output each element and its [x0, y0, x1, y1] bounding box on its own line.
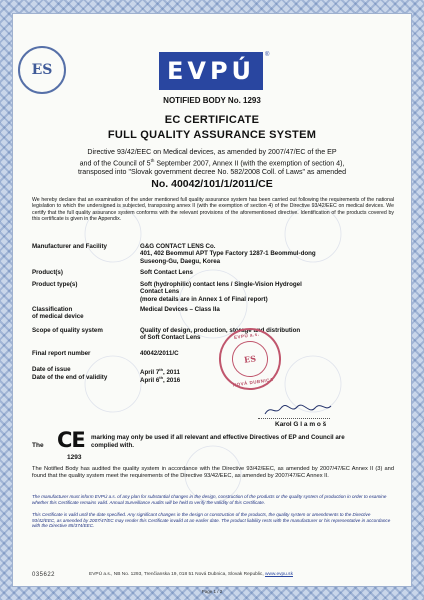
ce-marking-text: marking may only be used if all relevant and effective Directives of EP and Council are complied with.: [91, 434, 345, 449]
certificate-number: No. 40042/101/1/2011/CE: [151, 178, 273, 190]
validity-post: , 2016: [163, 377, 181, 385]
directive-line-2: [31, 157, 393, 168]
classification-value: Medical Devices – Class IIa: [140, 306, 220, 313]
product-type-line-2: Contact Lens: [140, 288, 180, 296]
signature-line: [258, 418, 330, 419]
manufacturer-name: G&G CONTACT LENS Co.: [140, 243, 216, 250]
validity-sup: th: [159, 375, 164, 380]
notified-body-number: NOTIFIED BODY No. 1293: [163, 96, 261, 105]
date-of-issue-label: Date of issue: [32, 366, 71, 373]
ce-the: The: [32, 442, 44, 449]
scope-line-2: of Soft Contact Lens: [140, 334, 201, 342]
manufacturer-notice: The manufacturer must inform EVPÚ a.s. of any plan for substantial changes in the design, construction of the products or the quality system of production in order to examine whether this Certificate remains valid. Annual Surveillance Audits will be held to verify the validity of this Certificate.: [32, 494, 387, 505]
ce-number: 1293: [67, 454, 82, 461]
classification-label-line-1: Classification: [32, 306, 73, 313]
validity-notice: This Certificate is valid until the date specified. Any significant changes in the design or construction of the products, the quality system or amendments to the Directive 93/42/EEC, as amended by 2007/47/EC may render this Certificate invalid at an earlier date. The product liability rests with the manufacturer or his representative in accordance with the Directive 85/374/EEC.: [32, 512, 391, 528]
final-report-value: 40042/2011/C: [140, 350, 179, 357]
validity-pre: April 6: [140, 377, 160, 385]
page-number: Page 1 / 2: [201, 589, 223, 594]
manufacturer-value: [140, 243, 360, 265]
directive-line-2-post: September 2007, Annex II (with the exemption of section 4),: [154, 159, 345, 168]
seal-letters: ES: [31, 62, 53, 78]
directive-line-2-pre: and of the Council of 5: [79, 159, 151, 168]
classification-label-line-2: of medical device: [32, 313, 84, 321]
manufacturer-address-1: 401, 402 Beommul APT Type Factory 1287-1 Beommul-dong: [140, 250, 316, 258]
product-label: Product(s): [32, 269, 63, 276]
classification-label: [32, 306, 152, 321]
scope-line-1: Quality of design, production, storage and distribution: [140, 327, 301, 334]
issue-sup: th: [159, 367, 164, 372]
product-type-label: Product type(s): [32, 281, 78, 288]
directive-line-1: Directive 93/42/EEC on Medical devices, as amended by 2007/47/EC of the EP: [87, 148, 337, 156]
notified-body-audit-text: The Notified Body has audited the quality system in accordance with the Directive 93/42/EEC, as amended by 2007/47/EC Annex II (3) and found that the quality system meet the requirements of the Directive 93/42/EEC, as amended by 2007/47/EC Annex II.: [32, 466, 394, 479]
directive-line-2-sup: th: [150, 157, 155, 163]
product-value: Soft Contact Lens: [140, 269, 193, 276]
logo-text: EVPÚ: [166, 57, 256, 85]
certificate-paper: [13, 14, 411, 594]
handwritten-signature: [263, 402, 333, 418]
evpu-logo: [159, 52, 263, 90]
signatory-name: Karol G l a m o š: [275, 421, 327, 428]
validity-end-label: Date of the end of validity: [32, 374, 108, 381]
serial-number: 035622: [32, 572, 56, 578]
manufacturer-label: Manufacturer and Facility: [32, 243, 107, 250]
ce-mark: CE: [57, 428, 85, 452]
footer-address: [89, 572, 293, 577]
product-type-line-1: Soft (hydrophilic) contact lens / Single-Vision Hydrogel: [140, 281, 302, 288]
stamp-center-text: ES: [243, 353, 257, 365]
footer-address-text: EVPÚ a.s., NB No. 1293, Trenčianska 19, 018 51 Nová Dubnica, Slovak Republic,: [89, 572, 265, 577]
manufacturer-address-2: Suseong-Gu, Daegu, Korea: [140, 257, 221, 265]
declaration-paragraph: We hereby declare that an examination of the under mentioned full quality assurance system has been carried out following the requirements of the national legislation to which the undersigned is subjected, transposing annex II (with the exemption of section 4) of the Directive 93/42/EEC on medical devices. We certify that the full quality assurance system conforms with the relevant provisions of the aforementioned directive. Identification of the products covered by this certificate is given in the Appendix.: [32, 197, 394, 223]
directive-text: [31, 148, 393, 177]
scope-label: Scope of quality system: [32, 327, 103, 334]
footer-url[interactable]: www.evpu.sk: [264, 572, 293, 577]
final-report-label: Final report number: [32, 350, 91, 357]
directive-line-3: transposed into "Slovak government decree No. 582/2008 Coll. of Laws" as amended: [77, 167, 347, 176]
emblem-seal: [18, 46, 66, 94]
stamp-bottom-text: NOVÁ DUBNICA: [232, 376, 274, 388]
issue-pre: April 7: [140, 369, 160, 377]
certificate-title: EC CERTIFICATE: [164, 114, 260, 126]
stamp-center: [230, 339, 271, 380]
stamp-top-text: EVPÚ a.s.: [233, 331, 260, 340]
certificate-subtitle: FULL QUALITY ASSURANCE SYSTEM: [107, 129, 317, 141]
registered-mark: ®: [265, 52, 270, 58]
issue-post: , 2011: [163, 369, 180, 377]
product-type-line-3: (more details are in Annex 1 of Final report): [140, 295, 268, 303]
product-type-value: [140, 281, 360, 303]
